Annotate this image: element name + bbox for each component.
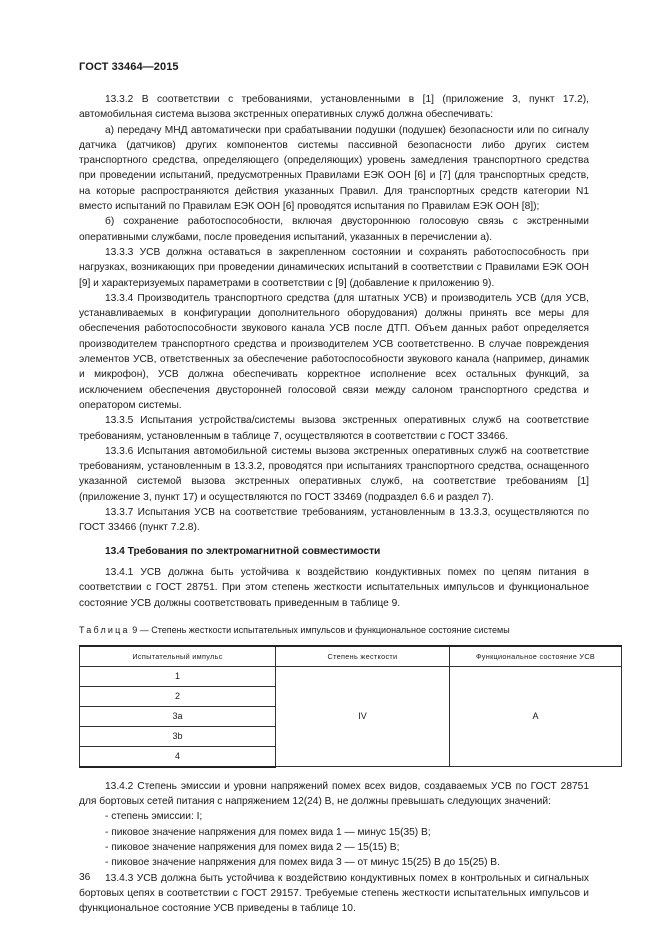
table-caption-label: Таблица — [79, 624, 130, 635]
page-header-standard: ГОСТ 33464—2015 — [79, 61, 179, 73]
paragraph-13-3-3: 13.3.3 УСВ должна оставаться в закрепленном состоянии и сохранять работоспособность при нагрузках, возникающих при проведении динамических испытаний в соответствии с Правилами ЕЭК ООН [9] и характеризуемых параметрами в соответствии с [9] (добавление к приложению 9). — [79, 246, 589, 289]
table-row — [80, 666, 622, 686]
impulse-cell: 4 — [80, 746, 276, 767]
paragraph-13-4-3: 13.4.3 УСВ должна быть устойчива к воздействию кондуктивных помех в контрольных и сигнальных бортовых цепях в соответствии с ГОСТ 29157. Требуемые степень жесткости испытательных импульсов и функциональное состояние УСВ приведены в таблице 10. — [79, 872, 589, 915]
list-item-emission: - степень эмиссии: I; — [105, 811, 203, 823]
impulse-cell: 3a — [80, 706, 276, 726]
list-item-type-1: - пиковое значение напряжения для помех вида 1 — минус 15(35) В; — [105, 826, 431, 838]
table-header-state: Функциональное состояние УСВ — [450, 646, 622, 667]
paragraph-13-3-4: 13.3.4 Производитель транспортного средства (для штатных УСВ) и производитель УСВ (для УСВ, устанавливаемых в конфигурации дополнительного оборудования) должны принять все меры для обеспечения работоспособности звукового канала УСВ после ДТП. Объем данных работ определяется производителем транспортного средства и производителем УСВ соответственно. В случае повреждения элементов УСВ, ответственных за обеспечение работоспособности звукового канала (например, динамик и микрофон), УСВ должна обеспечивать корректное исполнение всех остальных функций, за исключением обеспечения двусторонней голосовой связи между салоном транспортного средства и оператором системы. — [79, 292, 589, 411]
page-number: 36 — [79, 872, 91, 883]
table-caption-text: 9 — Степень жесткости испытательных импульсов и функциональное состояние системы — [132, 624, 510, 635]
paragraph-13-3-6: 13.3.6 Испытания автомобильной системы вызова экстренных оперативных служб на соответствие требованиям, установленным в 13.3.2, проводятся при испытаниях транспортного средства, оснащенного указанной системой вызова экстренных оперативных служб, на соответствие требованиям [1] (приложение 3, пункт 17) и осуществляются по ГОСТ 33469 (подраздел 6.6 и раздел 7). — [79, 445, 589, 503]
paragraph-13-3-7: 13.3.7 Испытания УСВ на соответствие требованиям, установленным в 13.3.3, осуществляются по ГОСТ 33466 (пункт 7.2.8). — [79, 507, 589, 534]
impulse-cell: 1 — [80, 666, 276, 686]
paragraph-13-3-5: 13.3.5 Испытания устройства/системы вызова экстренных оперативных служб на соответствие требованиям, установленным в таблице 7, осуществляются в соответствии с ГОСТ 33466. — [79, 415, 589, 442]
state-cell: А — [450, 666, 622, 767]
paragraph-13-3-2: 13.3.2 В соответствии с требованиями, установленными в [1] (приложение 3, пункт 17.2), автомобильная система вызова экстренных оперативных служб должна обеспечивать: — [79, 94, 589, 121]
impulse-cell: 3b — [80, 726, 276, 746]
table-caption — [79, 624, 589, 636]
table-header-severity: Степень жесткости — [276, 646, 450, 667]
table-9 — [79, 645, 622, 768]
paragraph-13-3-2-a: а) передачу МНД автоматически при срабатывании подушки (подушек) безопасности или по сигналу датчика (датчиков) других компонентов системы пассивной безопасности либо других систем транспортного средства, определяющего (определяющих) уровень замедления транспортного средства при проведении испытаний, предусмотренных Правилами ЕЭК ООН [6] и [7] (для транспортных средств, на которые распространяются действия указанных Правил. Для транспортных средств категории N1 вместо испытаний по Правилам ЕЭК ООН [6] проводятся испытания по Правилам ЕЭК ООН [8]); — [79, 124, 589, 213]
table-header-impulse: Испытательный импульс — [80, 646, 276, 667]
paragraph-13-4-1: 13.4.1 УСВ должна быть устойчива к воздействию кондуктивных помех по цепям питания в соответствии с ГОСТ 28751. При этом степень жесткости испытательных импульсов и функциональное состояние УСВ должны соответствовать приведенным в таблице 9. — [79, 566, 589, 609]
section-heading-13-4: 13.4 Требования по электромагнитной совместимости — [105, 545, 381, 557]
paragraph-13-4-2: 13.4.2 Степень эмиссии и уровни напряжений помех всех видов, создаваемых УСВ по ГОСТ 28751 для бортовых сетей питания с напряжением 12(24) В, не должны превышать следующих значений: — [79, 780, 589, 808]
impulse-cell: 2 — [80, 686, 276, 706]
list-item-type-2: - пиковое значение напряжения для помех вида 2 — 15(15) В; — [105, 841, 400, 853]
table-header-row — [80, 646, 622, 667]
page-content — [79, 92, 596, 916]
severity-cell: IV — [276, 666, 450, 767]
list-item-type-3: - пиковое значение напряжения для помех вида 3 — от минус 15(25) В до 15(25) В. — [105, 857, 500, 869]
paragraph-13-3-2-b: б) сохранение работоспособности, включая двустороннюю голосовую связь с экстренными оперативными службами, после проведения испытаний, указанных в перечислении а). — [79, 216, 589, 243]
